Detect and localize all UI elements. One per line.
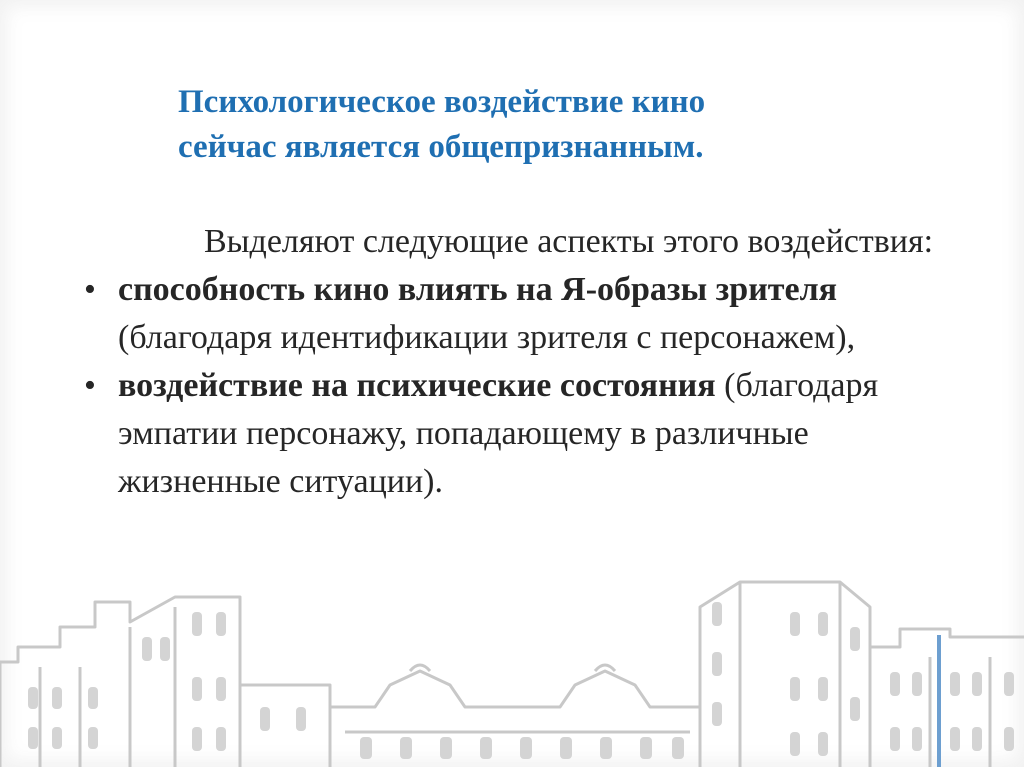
bullet-icon: • <box>84 271 96 308</box>
bullet-text: (благодаря идентификации зрителя с персонажем), <box>118 319 856 356</box>
title-line-1: Психологическое воздействие кино <box>178 84 706 120</box>
bullet-text: (благодаря эмпатии персонажу, попадающему в различные жизненные ситуации). <box>118 367 879 500</box>
bullet-bold-text: воздействие на психические состояния <box>118 367 716 404</box>
slide-title <box>178 80 878 170</box>
bullet-bold-text: способность кино влиять на Я-образы зрителя <box>118 271 838 308</box>
intro-text: Выделяют следующие аспекты этого воздействия: <box>204 223 934 260</box>
bullet-icon: • <box>84 367 96 404</box>
list-item <box>84 362 964 506</box>
building-facade-illustration <box>0 567 1024 767</box>
title-line-2: сейчас является общепризнанным. <box>178 129 704 165</box>
list-item <box>84 266 964 362</box>
slide-body <box>84 218 964 506</box>
aspect-list <box>84 266 964 506</box>
